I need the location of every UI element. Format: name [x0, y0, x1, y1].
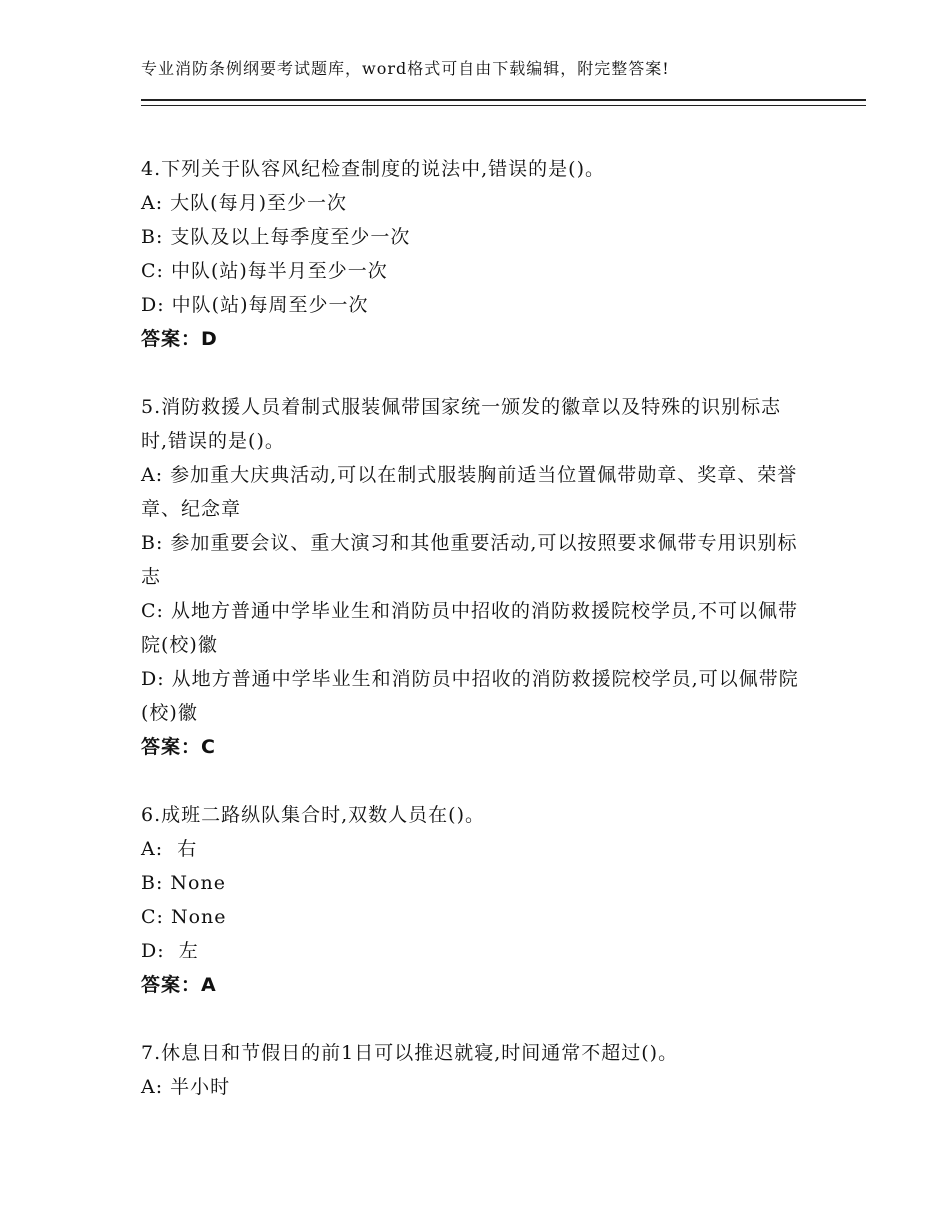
header-divider [141, 99, 866, 106]
option-b: B: None [141, 872, 226, 894]
question-stem: 6.成班二路纵队集合时,双数人员在()。 [141, 804, 485, 826]
question-stem: 4.下列关于队容风纪检查制度的说法中,错误的是()。 [141, 158, 605, 180]
option-a: A: 参加重大庆典活动,可以在制式服装胸前适当位置佩带勋章、奖章、荣誉章、纪念章 [141, 464, 798, 520]
question-5 [141, 390, 801, 764]
page-header: 专业消防条例纲要考试题库，word格式可自由下载编辑，附完整答案! [141, 59, 670, 78]
question-list [141, 152, 801, 1138]
answer-label: 答案：D [141, 328, 218, 350]
option-d: D: 中队(站)每周至少一次 [141, 294, 369, 316]
option-b: B: 支队及以上每季度至少一次 [141, 226, 411, 248]
option-a: A: 半小时 [141, 1076, 231, 1098]
question-6 [141, 798, 801, 1002]
answer-label: 答案：A [141, 974, 217, 996]
option-a: A: 大队(每月)至少一次 [141, 192, 347, 214]
question-stem: 5.消防救援人员着制式服装佩带国家统一颁发的徽章以及特殊的识别标志时,错误的是()。 [141, 396, 782, 452]
option-a: A: 右 [141, 838, 198, 860]
question-stem: 7.休息日和节假日的前1日可以推迟就寝,时间通常不超过()。 [141, 1042, 679, 1064]
question-7 [141, 1036, 801, 1104]
option-c: C: 从地方普通中学毕业生和消防员中招收的消防救援院校学员,不可以佩带院(校)徽 [141, 600, 799, 656]
option-b: B: 参加重要会议、重大演习和其他重要活动,可以按照要求佩带专用识别标志 [141, 532, 798, 588]
option-c: C: 中队(站)每半月至少一次 [141, 260, 388, 282]
option-d: D: 从地方普通中学毕业生和消防员中招收的消防救援院校学员,可以佩带院(校)徽 [141, 668, 799, 724]
question-4 [141, 152, 801, 356]
option-c: C: None [141, 906, 227, 928]
answer-label: 答案：C [141, 736, 216, 758]
option-d: D: 左 [141, 940, 199, 962]
